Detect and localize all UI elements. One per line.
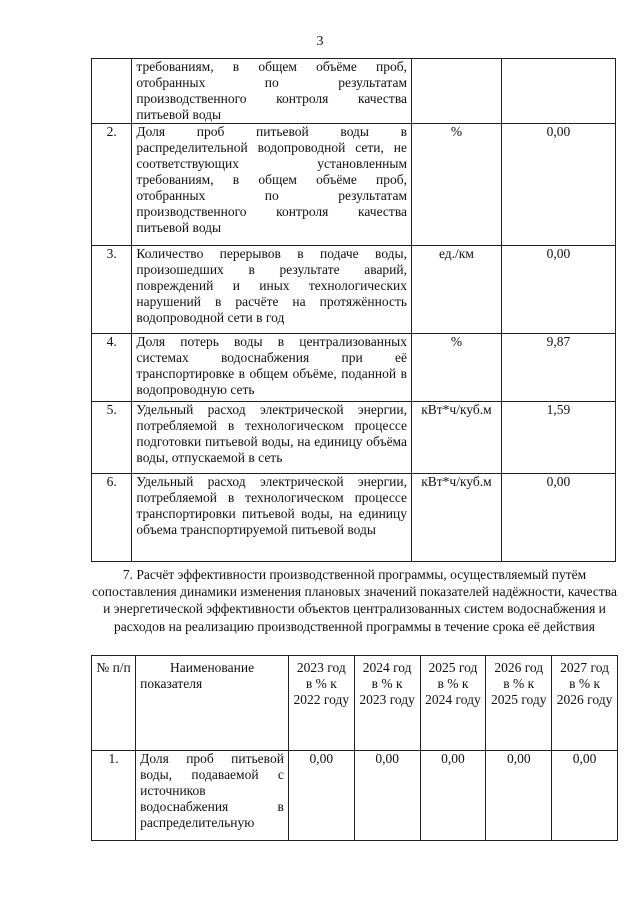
indicator-value: 0,00 <box>501 124 615 246</box>
header-year-2026: 2026 год в % к 2025 году <box>486 656 552 751</box>
indicator-name: Доля проб питьевой воды в распределительной водопроводной сети, не соответствующих установленным требованиям, в общем объёме проб, отобранных по результатам производственного контроля качества питьевой воды <box>132 124 412 246</box>
table-row <box>92 124 616 246</box>
indicator-name: требованиям, в общем объёме проб, отобранных по результатам производственного контроля качества питьевой воды <box>132 59 412 124</box>
indicator-value: 9,87 <box>501 334 615 402</box>
indicator-name: Доля потерь воды в централизованных системах водоснабжения при её транспортировке в общем объёме, поданной в водопроводную сеть <box>132 334 412 402</box>
section-7-title: 7. Расчёт эффективности производственной программы, осуществляемый путём сопоставления динамики изменения плановых значений показателей надёжности, качества и энергетической эффективности объектов централизованных систем водоснабжения и расходов на реализацию производственной программы в течение срока её действия <box>92 567 617 634</box>
table-row <box>92 59 616 124</box>
table-header-row <box>92 656 618 751</box>
indicator-unit: % <box>412 124 502 246</box>
header-year-2025: 2025 год в % к 2024 году <box>420 656 486 751</box>
indicator-value: 0,00 <box>501 474 615 562</box>
indicator-unit: % <box>412 334 502 402</box>
indicator-unit: кВт*ч/куб.м <box>412 474 502 562</box>
table-row <box>92 402 616 474</box>
page-number: 3 <box>316 34 324 49</box>
row-number: 5. <box>92 402 132 474</box>
table-row <box>92 246 616 334</box>
indicator-name: Количество перерывов в подаче воды, произошедших в результате аварий, повреждений и иных технологических нарушений в расчёте на протяжённость водопроводной сети в год <box>132 246 412 334</box>
row-number: 6. <box>92 474 132 562</box>
indicator-name: Удельный расход электрической энергии, потребляемой в технологическом процессе транспортировки питьевой воды, на единицу объема транспортируемой питьевой воды <box>132 474 412 562</box>
indicator-unit: кВт*ч/куб.м <box>412 402 502 474</box>
indicators-table <box>91 58 616 562</box>
header-name: Наименование показателя <box>136 656 289 751</box>
row-number <box>92 59 132 124</box>
row-number: 1. <box>92 751 136 841</box>
table-row <box>92 334 616 402</box>
table-row <box>92 474 616 562</box>
efficiency-table <box>91 655 618 841</box>
row-number: 3. <box>92 246 132 334</box>
indicator-unit <box>412 59 502 124</box>
indicator-unit: ед./км <box>412 246 502 334</box>
indicator-name: Удельный расход электрической энергии, потребляемой в технологическом процессе подготовки питьевой воды, на единицу объёма воды, отпускаемой в сеть <box>132 402 412 474</box>
value-2024: 0,00 <box>354 751 420 841</box>
indicator-name: Доля проб питьевой воды, подаваемой с источников водоснабжения в распределительную <box>136 751 289 841</box>
value-2025: 0,00 <box>420 751 486 841</box>
header-number: № п/п <box>92 656 136 751</box>
value-2026: 0,00 <box>486 751 552 841</box>
row-number: 4. <box>92 334 132 402</box>
header-year-2027: 2027 год в % к 2026 году <box>552 656 618 751</box>
row-number: 2. <box>92 124 132 246</box>
table-row <box>92 751 618 841</box>
indicator-value: 0,00 <box>501 246 615 334</box>
indicator-value: 1,59 <box>501 402 615 474</box>
value-2027: 0,00 <box>552 751 618 841</box>
header-year-2024: 2024 год в % к 2023 году <box>354 656 420 751</box>
indicator-value <box>501 59 615 124</box>
value-2023: 0,00 <box>288 751 354 841</box>
header-year-2023: 2023 год в % к 2022 году <box>288 656 354 751</box>
